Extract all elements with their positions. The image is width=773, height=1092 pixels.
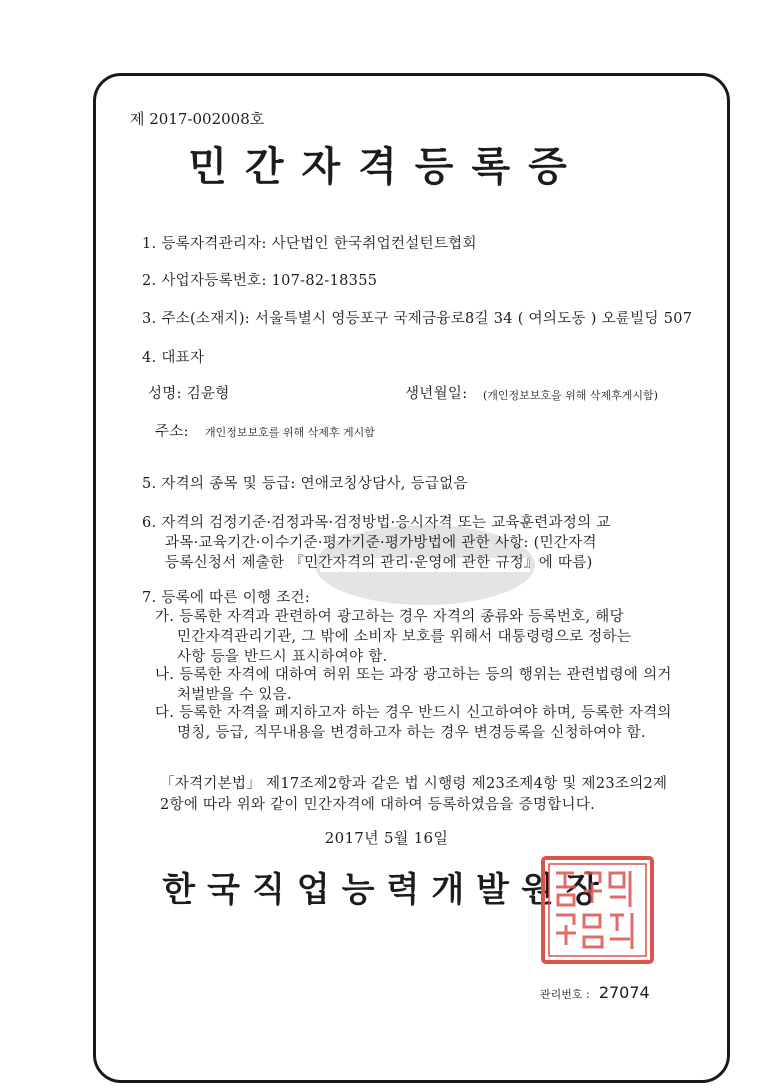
rep-birth-label: 생년월일:	[405, 386, 468, 402]
condition-a-line2: 민간자격관리기관, 그 밖에 소비자 보호를 위해서 대통령령으로 정하는	[177, 629, 632, 645]
condition-c-line1: 다. 등록한 자격을 폐지하고자 하는 경우 반드시 신고하여야 하며, 등록한 자격의	[155, 705, 672, 721]
condition-b-line1: 나. 등록한 자격에 대하여 허위 또는 과장 광고하는 등의 행위는 관련법령에 의거	[155, 667, 672, 683]
management-number-value: 27074	[598, 983, 650, 1002]
management-number-label: 관리번호 :	[540, 988, 590, 1001]
rep-name: 성명: 김윤형	[148, 386, 230, 402]
issue-date: 2017년 5월 16일	[324, 829, 449, 847]
item-qualification: 5. 자격의 종목 및 등급: 연애코칭상담사, 등급없음	[142, 476, 468, 492]
item-criteria-line2: 과목·교육기간·이수기준·평가기준·평가방법에 관한 사항: (민간자격	[165, 535, 597, 551]
item-address: 3. 주소(소재지): 서울특별시 영등포구 국제금융로8길 34 ( 여의도동 ) 오륜빌딩 507	[142, 311, 693, 327]
rep-birth-value: (개인정보보호을 위해 삭제후게시함)	[483, 389, 658, 402]
item-manager: 1. 등록자격관리자: 사단법인 한국취업컨설턴트협회	[142, 236, 477, 252]
page-title: 민간자격등록증	[188, 143, 585, 190]
rep-address-label: 주소:	[155, 424, 189, 440]
issuer-name: 한국직업능력개발원장	[162, 870, 611, 910]
official-seal-icon	[540, 855, 655, 965]
item-criteria-line3: 등록신청서 제출한 『민간자격의 관리·운영에 관한 규정』에 따름)	[165, 555, 593, 571]
item-representative: 4. 대표자	[142, 350, 205, 366]
condition-b-line2: 처벌받을 수 있음.	[177, 687, 292, 703]
condition-c-line2: 명칭, 등급, 직무내용을 변경하고자 하는 경우 변경등록을 신청하여야 함.	[177, 725, 646, 741]
condition-a-line3: 사항 등을 반드시 표시하여야 함.	[177, 649, 388, 665]
item-conditions: 7. 등록에 따른 이행 조건:	[142, 590, 311, 606]
management-number	[540, 983, 650, 1002]
certificate-number: 제 2017-002008호	[130, 110, 265, 128]
item-business-number: 2. 사업자등록번호: 107-82-18355	[142, 273, 378, 289]
rep-address-value: 개인정보보호를 위해 삭제후 게시함	[205, 426, 375, 439]
legal-basis-line2: 2항에 따라 위와 같이 민간자격에 대하여 등록하였음을 증명합니다.	[160, 797, 596, 813]
legal-basis-line1: 「자격기본법」 제17조제2항과 같은 법 시행령 제23조제4항 및 제23조의2제	[160, 776, 668, 792]
condition-a-line1: 가. 등록한 자격과 관련하여 광고하는 경우 자격의 종류와 등록번호, 해당	[155, 609, 624, 625]
item-criteria-line1: 6. 자격의 검정기준·검정과목·검정방법·응시자격 또는 교육훈련과정의 교	[142, 515, 611, 531]
